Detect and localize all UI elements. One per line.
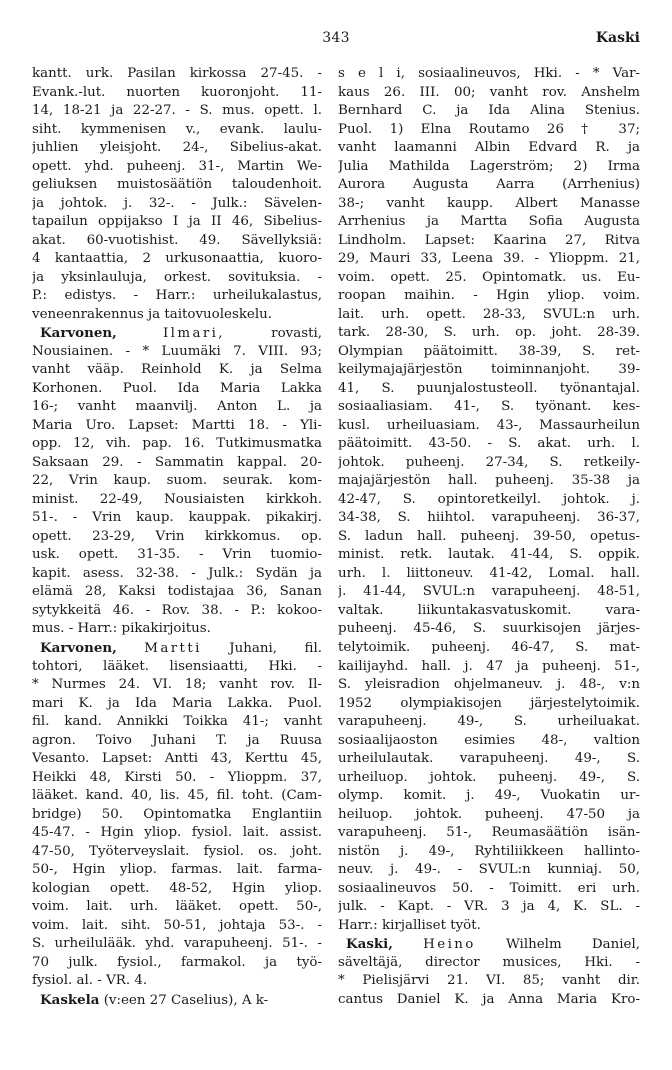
line-text: kantt. urk. Pasilan kirkossa 27-45. - — [32, 66, 322, 81]
entry-surname: Kaskela — [40, 991, 100, 1008]
text-line — [338, 639, 640, 658]
text-line — [32, 806, 322, 825]
line-text: mus. - Harr.: pikakirjoitus. — [32, 621, 211, 637]
line-text: S. yleisradion ohjelmaneuv. j. 48-, v:n — [338, 677, 640, 693]
entry-surname: Karvonen, — [40, 639, 117, 656]
text-line — [32, 250, 322, 269]
text-line — [338, 787, 640, 806]
line-text: kailijayhd. hall. j. 47 ja puheenj. 51-, — [338, 658, 640, 674]
text-line — [32, 546, 322, 565]
text-line — [338, 324, 640, 343]
text-line — [32, 750, 322, 769]
text-line — [338, 880, 640, 899]
line-text: urheilulautak. varapuheenj. 49-, S. — [338, 751, 640, 767]
text-line — [338, 121, 640, 140]
text-line — [338, 250, 640, 269]
line-text: voim. lait. siht. 50-51, johtaja 53-. - — [32, 917, 322, 933]
line-text: agron. Toivo Juhani T. ja Ruusa — [32, 732, 322, 748]
text-line — [32, 565, 322, 584]
line-text: majajärjestön hall. puheenj. 35-38 ja — [338, 473, 640, 489]
text-line — [338, 898, 640, 917]
line-text: neuv. j. 49-. - SVUL:n kunniaj. 50, — [338, 862, 640, 878]
text-line — [32, 787, 322, 806]
line-text: ja johtok. j. 32-. - Julk.: Sävelen- — [32, 195, 322, 211]
text-line — [338, 750, 640, 769]
line-text: vanht laamanni Albin Edvard R. ja — [338, 140, 640, 156]
line-text: johtok. puheenj. 27-34, S. retkeily- — [338, 454, 640, 470]
line-text: sosiaaliasiam. 41-, S. työnant. kes- — [338, 399, 640, 415]
line-text: 50-, Hgin yliop. farmas. lait. farma- — [32, 862, 322, 878]
text-line — [32, 417, 322, 436]
line-text: Heikki 48, Kirsti 50. - Ylioppm. 37, — [32, 769, 322, 785]
line-text: opett. yhd. puheenj. 31-, Martin We- — [32, 158, 322, 174]
text-line — [32, 269, 322, 288]
line-text: 14, 18-21 ja 22-27. - S. mus. opett. l. — [32, 103, 322, 119]
line-text: Puol. 1) Elna Routamo 26 † 37; — [338, 121, 640, 137]
line-text: 1952 olympiakisojen järjestelytoimik. — [338, 695, 640, 711]
text-line — [338, 954, 640, 973]
line-text: akat. 60-vuotishist. 49. Sävellyksiä: — [32, 232, 322, 248]
line-text: nistön j. 49-, Ryhtiliikkeen hallinto- — [338, 843, 640, 859]
text-line — [338, 861, 640, 880]
line-text: minist. 22-49, Nousiaisten kirkkoh. — [32, 491, 322, 507]
line-text: s e l i, sosiaalineuvos, Hki. - * Var- — [338, 66, 640, 81]
line-text: 45-47. - Hgin yliop. fysiol. lait. assist. — [32, 825, 322, 841]
line-text: kusl. urheiluasiam. 43-, Massaurheilun — [338, 417, 640, 433]
text-line — [32, 769, 322, 788]
text-line — [338, 713, 640, 732]
line-text: minist. retk. lautak. 41-44, S. oppik. — [338, 547, 640, 563]
line-text: opett. 23-29, Vrin kirkkomus. op. — [32, 528, 322, 544]
line-text: 42-47, S. opintoretkeilyl. johtok. j. — [338, 491, 640, 507]
line-text: valtak. liikuntakasvatuskomit. vara- — [338, 602, 640, 618]
line-text: Olympian päätoimitt. 38-39, S. ret- — [338, 343, 640, 359]
line-text: bridge) 50. Opintomatka Englantiin — [32, 806, 322, 822]
line-text: kologian opett. 48-52, Hgin yliop. — [32, 880, 322, 896]
text-line — [338, 546, 640, 565]
line-text: sosiaalijaoston esimies 48-, valtion — [338, 732, 640, 748]
text-line — [32, 861, 322, 880]
line-text: olymp. komit. j. 49-, Vuokatin ur- — [338, 788, 640, 804]
line-text: urh. l. liittoneuv. 41-42, Lomal. hall. — [338, 565, 640, 581]
entry-given-name: Martti — [144, 640, 202, 656]
text-line — [338, 398, 640, 417]
line-text: sytykkeitä 46. - Rov. 38. - P.: kokoo- — [32, 602, 322, 618]
text-line — [338, 843, 640, 862]
line-text: (v:een 27 Caselius), A k- — [103, 992, 269, 1008]
line-text: mari K. ja Ida Maria Lakka. Puol. — [32, 695, 322, 711]
text-line — [338, 158, 640, 177]
line-text: kapit. asess. 32-38. - Julk.: Sydän ja — [32, 565, 322, 581]
text-line — [338, 472, 640, 491]
text-line — [32, 732, 322, 751]
text-line — [32, 121, 322, 140]
text-line — [338, 65, 640, 84]
text-line — [338, 269, 640, 288]
line-text: juhlien yleisjoht. 24-, Sibelius-akat. — [32, 140, 322, 156]
line-text: 47-50, Työterveyslait. fysiol. os. joht. — [32, 843, 322, 859]
line-text: rovasti, — [224, 326, 322, 342]
text-line — [32, 843, 322, 862]
text-line — [32, 232, 322, 251]
text-line — [32, 639, 322, 658]
text-line — [338, 620, 640, 639]
line-text: elämä 28, Kaksi todistajaa 36, Sanan — [32, 584, 322, 600]
line-text: Saksaan 29. - Sammatin kappal. 20- — [32, 454, 322, 470]
text-line — [32, 528, 322, 547]
text-line — [32, 620, 322, 639]
text-line — [338, 769, 640, 788]
line-text: säveltäjä, director musices, Hki. - — [338, 954, 640, 970]
line-text: Maria Uro. Lapset: Martti 18. - Yli- — [32, 417, 322, 433]
line-text: Wilhelm Daniel, — [475, 937, 640, 953]
line-text: 4 kantaattia, 2 urkusonaattia, kuoro- — [32, 251, 322, 267]
line-text: Bernhard C. ja Ida Alina Stenius. — [338, 103, 640, 119]
text-line — [32, 880, 322, 899]
text-line — [32, 361, 322, 380]
text-line — [32, 824, 322, 843]
line-text: heiluop. johtok. puheenj. 47-50 ja — [338, 806, 640, 822]
line-text: veneenrakennus ja taitovuoleskelu. — [32, 306, 273, 322]
text-line — [338, 417, 640, 436]
text-line — [32, 658, 322, 677]
text-line — [338, 565, 640, 584]
text-line — [32, 972, 322, 991]
line-text: lait. urh. opett. 28-33, SVUL:n urh. — [338, 306, 640, 322]
text-line — [32, 84, 322, 103]
running-head: Kaski — [595, 30, 640, 46]
entry-surname: Karvonen, — [40, 325, 117, 342]
line-text: Arrhenius ja Martta Sofia Augusta — [338, 214, 640, 230]
text-line — [32, 380, 322, 399]
text-line — [338, 380, 640, 399]
text-line — [338, 213, 640, 232]
line-text: siht. kymmenisen v., evank. laulu- — [32, 121, 322, 137]
text-line — [338, 602, 640, 621]
line-text: voim. lait. urh. lääket. opett. 50-, — [32, 899, 322, 915]
text-line — [32, 491, 322, 510]
line-text: ja yksinlauluja, orkest. sovituksia. - — [32, 269, 322, 285]
text-line — [32, 991, 322, 1010]
line-text: * Pielisjärvi 21. VI. 85; vanht dir. — [338, 973, 640, 989]
line-text: telytoimik. puheenj. 46-47, S. mat- — [338, 639, 640, 655]
text-line — [338, 991, 640, 1010]
text-line — [338, 972, 640, 991]
text-line — [32, 102, 322, 121]
text-line — [32, 713, 322, 732]
line-text: keilymajajärjestön toiminnanjoht. 39- — [338, 362, 640, 378]
text-line — [32, 695, 322, 714]
text-line — [32, 343, 322, 362]
line-text: Juhani, fil. — [201, 640, 322, 656]
text-line — [338, 732, 640, 751]
line-text: 29, Mauri 33, Leena 39. - Ylioppm. 21, — [338, 251, 640, 267]
line-text: voim. opett. 25. Opintomatk. us. Eu- — [338, 269, 640, 285]
text-line — [32, 509, 322, 528]
text-line — [338, 806, 640, 825]
text-line — [32, 454, 322, 473]
line-text: julk. - Kapt. - VR. 3 ja 4, K. SL. - — [338, 899, 640, 915]
line-text: usk. opett. 31-35. - Vrin tuomio- — [32, 547, 322, 563]
line-text: S. urheilulääk. yhd. varapuheenj. 51-. - — [32, 936, 322, 952]
text-line — [338, 491, 640, 510]
line-text: Nousiainen. - * Luumäki 7. VIII. 93; — [32, 343, 322, 359]
line-text: Korhonen. Puol. Ida Maria Lakka — [32, 380, 322, 396]
line-text: tapailun oppijakso I ja II 46, Sibelius- — [32, 214, 322, 230]
line-text: vanht vääp. Reinhold K. ja Selma — [32, 362, 322, 378]
text-line — [32, 324, 322, 343]
text-line — [32, 195, 322, 214]
text-line — [32, 935, 322, 954]
text-line — [32, 898, 322, 917]
text-line — [338, 935, 640, 954]
text-line — [32, 287, 322, 306]
line-text: * Nurmes 24. VI. 18; vanht rov. Il- — [32, 677, 322, 693]
text-line — [338, 454, 640, 473]
text-line — [338, 435, 640, 454]
text-line — [338, 195, 640, 214]
text-line — [32, 602, 322, 621]
text-line — [32, 472, 322, 491]
text-line — [32, 213, 322, 232]
text-line — [338, 583, 640, 602]
text-line — [338, 287, 640, 306]
text-line — [32, 398, 322, 417]
left-column — [32, 65, 322, 1025]
line-text: cantus Daniel K. ja Anna Maria Kro- — [338, 991, 640, 1007]
text-line — [338, 695, 640, 714]
text-line — [338, 232, 640, 251]
line-text: fil. kand. Annikki Toikka 41-; vanht — [32, 714, 322, 730]
page-number: 343 — [322, 30, 350, 46]
text-line — [32, 676, 322, 695]
right-column — [338, 65, 640, 1025]
entry-given-name: Heino — [423, 937, 476, 953]
line-text: roopan maihin. - Hgin yliop. voim. — [338, 288, 640, 304]
text-line — [32, 176, 322, 195]
line-text: j. 41-44, SVUL:n varapuheenj. 48-51, — [338, 584, 640, 600]
line-text: opp. 12, vih. pap. 16. Tutkimusmatka — [32, 436, 322, 452]
page-header — [32, 30, 640, 52]
text-line — [32, 158, 322, 177]
text-line — [338, 343, 640, 362]
text-line — [338, 509, 640, 528]
text-line — [338, 361, 640, 380]
line-text: 22, Vrin kaup. suom. seurak. kom- — [32, 473, 322, 489]
text-line — [338, 84, 640, 103]
line-text: P.: edistys. - Harr.: urheilukalastus, — [32, 288, 322, 304]
entry-given-name: Ilmari, — [162, 326, 225, 342]
text-line — [338, 824, 640, 843]
line-text: 38-; vanht kaupp. Albert Manasse — [338, 195, 640, 211]
line-text: 16-; vanht maanvilj. Anton L. ja — [32, 399, 322, 415]
entry-surname: Kaski, — [346, 936, 393, 953]
text-line — [338, 102, 640, 121]
line-text: Julia Mathilda Lagerström; 2) Irma — [338, 158, 640, 174]
line-text: Aurora Augusta Aarra (Arrhenius) — [338, 177, 640, 193]
line-text: 70 julk. fysiol., farmakol. ja työ- — [32, 954, 322, 970]
line-text: 41, S. puunjalostusteoll. työnantajal. — [338, 380, 640, 396]
line-text: Evank.-lut. nuorten kuoronjoht. 11- — [32, 84, 322, 100]
line-text: 51-. - Vrin kaup. kauppak. pikakirj. — [32, 510, 322, 526]
text-line — [338, 676, 640, 695]
text-line — [32, 917, 322, 936]
text-line — [32, 954, 322, 973]
line-text: päätoimitt. 43-50. - S. akat. urh. l. — [338, 436, 640, 452]
text-line — [338, 306, 640, 325]
line-text: sosiaalineuvos 50. - Toimitt. eri urh. — [338, 880, 640, 896]
text-line — [32, 65, 322, 84]
line-text: 34-38, S. hiihtol. varapuheenj. 36-37, — [338, 510, 640, 526]
text-line — [32, 306, 322, 325]
line-text: Lindholm. Lapset: Kaarina 27, Ritva — [338, 232, 640, 248]
line-text: S. ladun hall. puheenj. 39-50, opetus- — [338, 528, 640, 544]
text-line — [338, 658, 640, 677]
text-line — [338, 139, 640, 158]
line-text: Harr.: kirjalliset työt. — [338, 917, 481, 933]
line-text: fysiol. al. - VR. 4. — [32, 973, 148, 989]
line-text: puheenj. 45-46, S. suurkisojen järjes- — [338, 621, 640, 637]
line-text: varapuheenj. 51-, Reumasäätiön isän- — [338, 825, 640, 841]
line-text: lääket. kand. 40, lis. 45, fil. toht. (Cam- — [32, 788, 322, 804]
text-line — [338, 176, 640, 195]
text-line — [338, 528, 640, 547]
text-line — [32, 583, 322, 602]
line-text: varapuheenj. 49-, S. urheiluakat. — [338, 714, 640, 730]
line-text: urheiluop. johtok. puheenj. 49-, S. — [338, 769, 640, 785]
line-text: tark. 28-30, S. urh. op. joht. 28-39. — [338, 325, 640, 341]
line-text: Vesanto. Lapset: Antti 43, Kerttu 45, — [32, 751, 322, 767]
text-line — [32, 435, 322, 454]
line-text: tohtori, lääket. lisensiaatti, Hki. - — [32, 658, 322, 674]
text-line — [32, 139, 322, 158]
line-text: geliuksen muistosäätiön taloudenhoit. — [32, 177, 322, 193]
line-text: kaus 26. III. 00; vanht rov. Anshelm — [338, 84, 640, 100]
text-line — [338, 917, 640, 936]
